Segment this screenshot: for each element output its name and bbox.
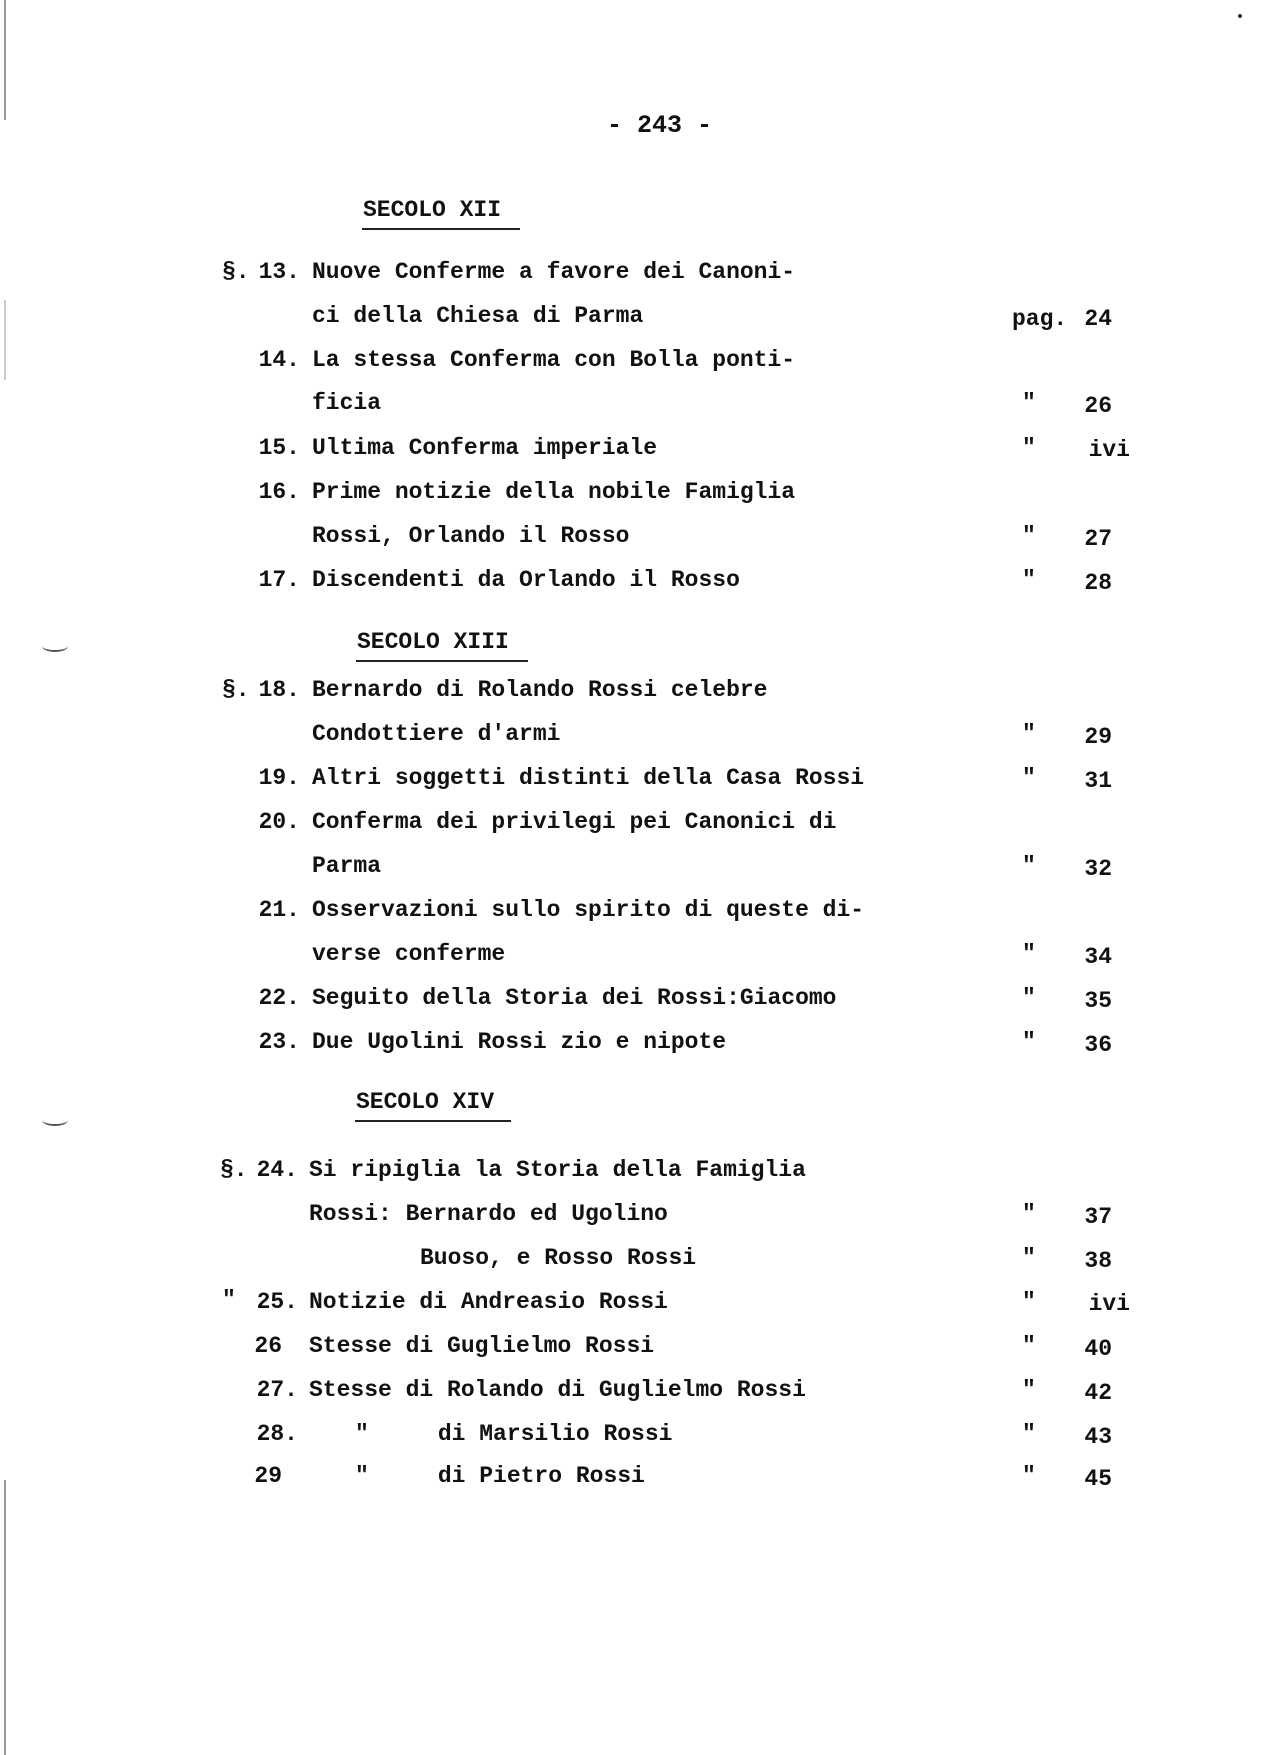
entry-title: ficia <box>312 390 382 416</box>
entry-title: La stessa Conferma con Bolla ponti- <box>312 347 796 373</box>
entry-number: 20. <box>258 809 300 835</box>
entry-number: 26 <box>254 1333 282 1359</box>
section-heading: SECOLO XII <box>363 197 502 223</box>
entry-number: 19. <box>258 765 300 791</box>
ditto-mark: " <box>1022 1377 1036 1403</box>
entry-title: Ultima Conferma imperiale <box>312 435 658 461</box>
entry-title: Parma <box>312 853 382 879</box>
page-ref-number: 29 <box>1084 724 1112 750</box>
ditto-mark: " <box>1022 390 1036 416</box>
entry-title: Seguito della Storia dei Rossi:Giacomo <box>312 985 837 1011</box>
entry-title: Si ripiglia la Storia della Famiglia <box>309 1157 806 1183</box>
section-heading-rule <box>355 1120 511 1122</box>
ditto-mark: " <box>1022 1463 1036 1489</box>
ditto-mark: " <box>1022 1421 1036 1447</box>
section-heading-rule <box>356 660 528 662</box>
page-ref-number: ivi <box>1088 437 1130 463</box>
entry-title: Nuove Conferme a favore dei Canoni- <box>312 259 796 285</box>
entry-number: 18. <box>258 677 300 703</box>
ditto-mark: " <box>222 1287 236 1313</box>
section-heading-rule <box>362 228 520 230</box>
entry-number: 23. <box>258 1029 300 1055</box>
page-ref-number: 28 <box>1084 570 1112 596</box>
section-heading: SECOLO XIV <box>356 1089 495 1115</box>
entry-number: 17. <box>258 567 300 593</box>
ditto-mark: " <box>1022 1289 1036 1315</box>
entry-title: " di Pietro Rossi <box>355 1463 645 1489</box>
entry-number: 14. <box>258 347 300 373</box>
entry-number: 21. <box>258 897 300 923</box>
page-ref-number: 36 <box>1084 1032 1112 1058</box>
scan-edge-mark <box>4 1480 6 1755</box>
ditto-mark: " <box>1022 1029 1036 1055</box>
entry-title: Conferma dei privilegi pei Canonici di <box>312 809 837 835</box>
entry-title: Due Ugolini Rossi zio e nipote <box>312 1029 727 1055</box>
entry-number: 16. <box>258 479 300 505</box>
ditto-mark: " <box>1022 1333 1036 1359</box>
page-ref-number: 32 <box>1084 856 1112 882</box>
entry-title: Buoso, e Rosso Rossi <box>420 1245 697 1271</box>
section-mark: §. <box>220 1157 248 1183</box>
ditto-mark: " <box>1022 941 1036 967</box>
page-ref-number: 34 <box>1084 944 1112 970</box>
scan-margin-mark <box>42 640 68 652</box>
entry-number: 28. <box>256 1421 298 1447</box>
ditto-mark: " <box>1022 721 1036 747</box>
page-ref-number: 35 <box>1084 988 1112 1014</box>
section-mark: §. <box>222 677 250 703</box>
ditto-mark: " <box>1022 567 1036 593</box>
page-ref-number: 38 <box>1084 1248 1112 1274</box>
entry-title: Osservazioni sullo spirito di queste di- <box>312 897 865 923</box>
ditto-mark: " <box>1022 1245 1036 1271</box>
ditto-mark: " <box>1022 435 1036 461</box>
page-ref-number: 40 <box>1084 1336 1112 1362</box>
entry-number: 25. <box>256 1289 298 1315</box>
entry-title: Rossi: Bernardo ed Ugolino <box>309 1201 668 1227</box>
section-mark: §. <box>222 259 250 285</box>
page-ref-number: ivi <box>1088 1291 1130 1317</box>
entry-title: Discendenti da Orlando il Rosso <box>312 567 740 593</box>
entry-title: Rossi, Orlando il Rosso <box>312 523 630 549</box>
entry-title: ci della Chiesa di Parma <box>312 303 644 329</box>
scan-margin-mark <box>42 1114 68 1126</box>
entry-title: Stesse di Guglielmo Rossi <box>309 1333 655 1359</box>
scan-edge-mark <box>4 300 6 380</box>
section-heading: SECOLO XIII <box>357 629 509 655</box>
ditto-mark: " <box>1022 853 1036 879</box>
ditto-mark: " <box>1022 765 1036 791</box>
page-ref-number: 31 <box>1084 768 1112 794</box>
page-ref-number: 37 <box>1084 1204 1112 1230</box>
entry-title: Notizie di Andreasio Rossi <box>309 1289 668 1315</box>
ditto-mark: " <box>1022 1201 1036 1227</box>
entry-number: 27. <box>256 1377 298 1403</box>
page-ref-label: pag. <box>1012 306 1068 332</box>
page-ref-number: 45 <box>1084 1466 1112 1492</box>
ditto-mark: " <box>1022 523 1036 549</box>
ditto-mark: " <box>1022 985 1036 1011</box>
page-ref-number: 43 <box>1084 1424 1112 1450</box>
entry-number: 13. <box>258 259 300 285</box>
page-ref-number: 27 <box>1084 526 1112 552</box>
page-ref-number: 24 <box>1084 306 1112 332</box>
scan-speck <box>1238 14 1242 18</box>
entry-title: Bernardo di Rolando Rossi celebre <box>312 677 768 703</box>
entry-title: Prime notizie della nobile Famiglia <box>312 479 796 505</box>
scan-edge-mark <box>4 0 6 120</box>
entry-number: 15. <box>258 435 300 461</box>
entry-title: verse conferme <box>312 941 506 967</box>
entry-title: Condottiere d'armi <box>312 721 561 747</box>
entry-title: Stesse di Rolando di Guglielmo Rossi <box>309 1377 806 1403</box>
page-ref-number: 42 <box>1084 1380 1112 1406</box>
entry-number: 24. <box>256 1157 298 1183</box>
entry-title: Altri soggetti distinti della Casa Rossi <box>312 765 865 791</box>
entry-number: 29 <box>254 1463 282 1489</box>
entry-title: " di Marsilio Rossi <box>355 1421 673 1447</box>
page-ref-number: 26 <box>1084 393 1112 419</box>
entry-number: 22. <box>258 985 300 1011</box>
page-number: - 243 - <box>607 111 713 140</box>
